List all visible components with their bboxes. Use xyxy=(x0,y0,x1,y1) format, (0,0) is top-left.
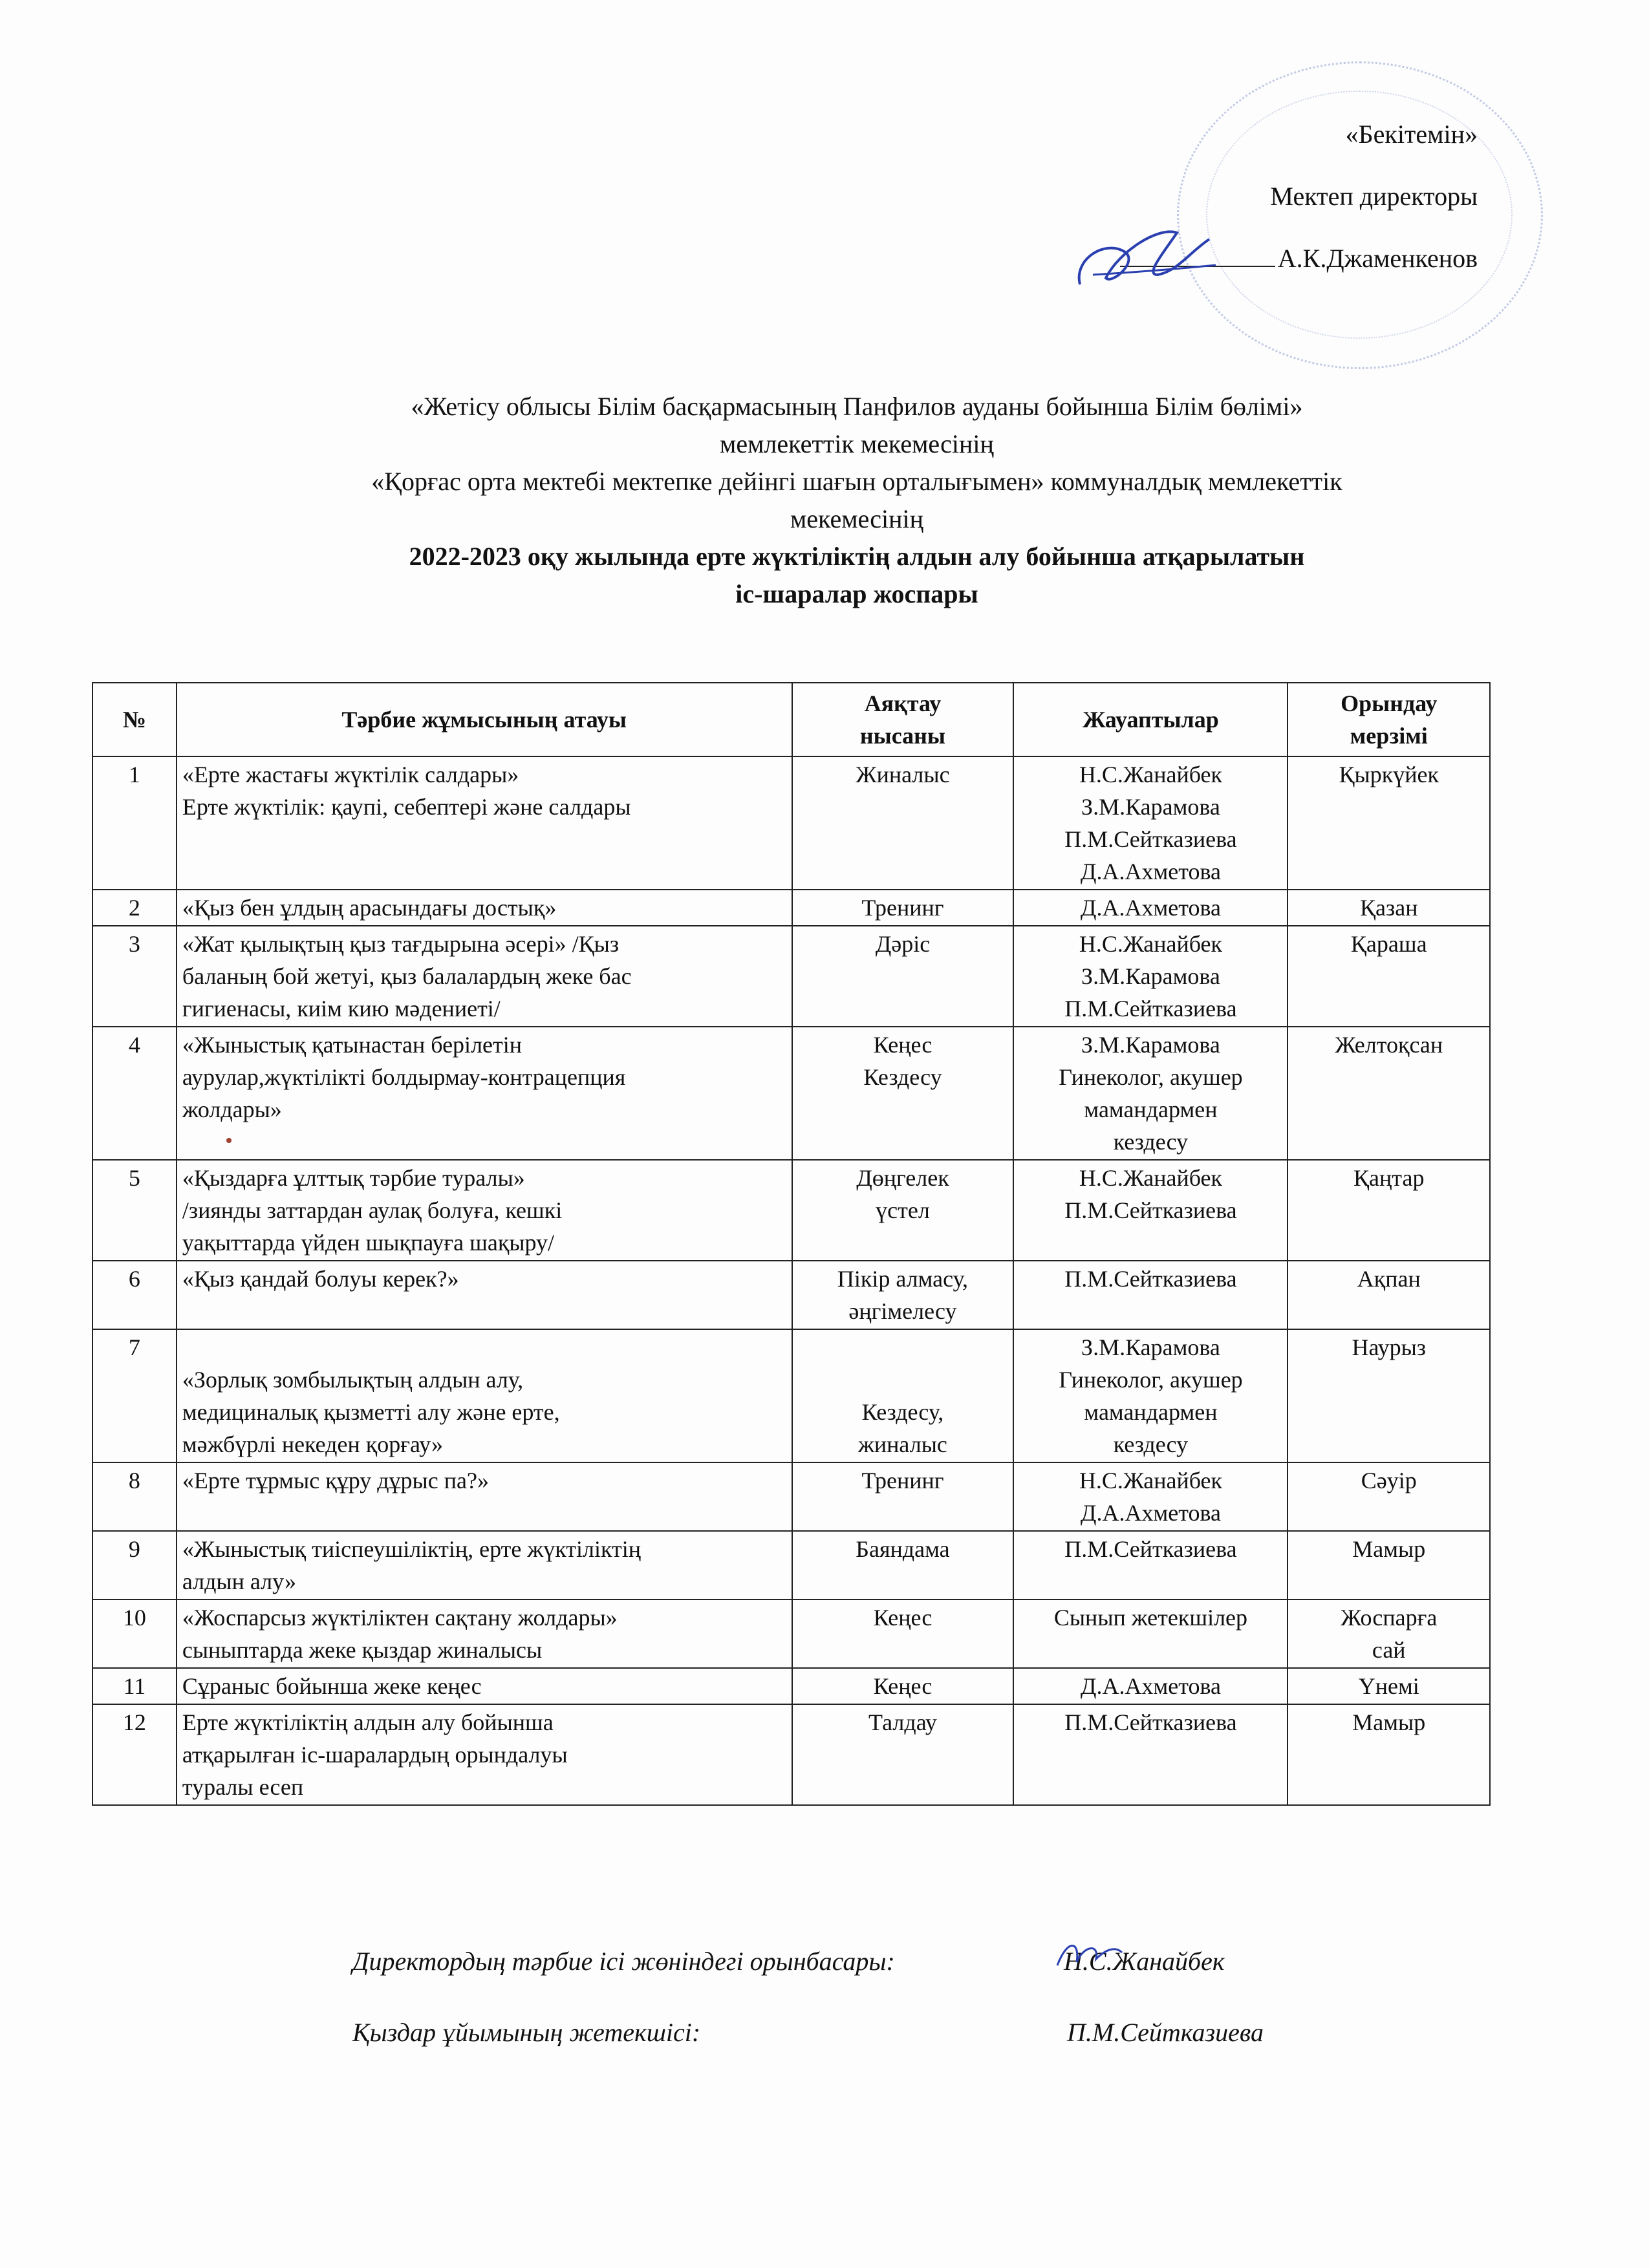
cell-title xyxy=(177,1668,792,1704)
cell-title xyxy=(177,1462,792,1531)
cell-num: 4 xyxy=(92,1027,177,1160)
cell-form-line xyxy=(798,1364,1008,1396)
cell-form-line: Кеңес xyxy=(873,1032,932,1058)
cell-title xyxy=(177,1329,792,1462)
cell-title-line: медициналық қызметті алу және ерте, xyxy=(182,1399,560,1425)
cell-title-line: уақыттарда үйден шықпауға шақыру/ xyxy=(182,1230,555,1256)
cell-resp-line: П.М.Сейтказиева xyxy=(1064,1266,1237,1292)
cell-form xyxy=(792,1027,1014,1160)
cell-resp-line: Д.А.Ахметова xyxy=(1080,895,1221,921)
director-signature xyxy=(1067,213,1222,304)
cell-form-line: Дәріс xyxy=(875,931,931,957)
cell-title-line: алдын алу» xyxy=(182,1568,297,1594)
cell-num: 2 xyxy=(92,890,177,926)
cell-num: 3 xyxy=(92,926,177,1027)
header-line-3: «Қорғас орта мектебі мектепке дейінгі шағын орталығымен» коммуналдық мемлекеттік xyxy=(371,467,1342,496)
cell-form xyxy=(792,756,1014,890)
girls-org-name: П.М.Сейтказиева xyxy=(1067,2018,1264,2047)
cell-title-line: «Жат қылықтың қыз тағдырына әсері» /Қыз xyxy=(182,931,620,957)
cell-term-line: Наурыз xyxy=(1352,1334,1427,1360)
cell-resp-line: Н.С.Жанайбек xyxy=(1079,762,1223,787)
cell-resp-line: Д.А.Ахметова xyxy=(1080,1500,1221,1526)
deputy-signature xyxy=(1054,1933,1125,1978)
col-num-header: № xyxy=(92,683,177,756)
girls-org-label: Қыздар ұйымының жетекшісі: xyxy=(352,2018,701,2047)
cell-resp-line: Д.А.Ахметова xyxy=(1080,1673,1221,1699)
cell-resp-line: З.М.Карамова xyxy=(1081,794,1220,820)
cell-title-line: «Қыз қандай болуы керек?» xyxy=(182,1266,459,1292)
header-line-1: «Жетісу облысы Білім басқармасының Панфилов ауданы бойынша Білім бөлімі» xyxy=(411,392,1303,421)
cell-title-line: аурулар,жүктілікті болдырмау-контрацепция xyxy=(182,1064,626,1090)
cell-form-line: Кездесу, xyxy=(861,1399,944,1425)
cell-form xyxy=(792,1462,1014,1531)
table-row xyxy=(92,1329,1490,1462)
cell-title xyxy=(177,1027,792,1160)
col-title-header: Тәрбие жұмысының атауы xyxy=(177,683,792,756)
col-term-header: Орындау мерзімі xyxy=(1288,683,1490,756)
cell-resp xyxy=(1013,926,1288,1027)
cell-term xyxy=(1288,1462,1490,1531)
document-header xyxy=(91,388,1623,613)
table-row xyxy=(92,1027,1490,1160)
table-row xyxy=(92,1704,1490,1805)
header-line-2: мемлекеттік мекемесінің xyxy=(720,429,994,458)
cell-form-line: Талдау xyxy=(868,1709,937,1735)
cell-form xyxy=(792,890,1014,926)
cell-form-line: Тренинг xyxy=(861,1468,944,1493)
cell-num: 8 xyxy=(92,1462,177,1531)
table-row xyxy=(92,1531,1490,1599)
cell-resp xyxy=(1013,1160,1288,1261)
cell-resp xyxy=(1013,1329,1288,1462)
cell-resp xyxy=(1013,890,1288,926)
col-form-header: Аяқтау нысаны xyxy=(792,683,1014,756)
cell-num: 9 xyxy=(92,1531,177,1599)
table-row xyxy=(92,1462,1490,1531)
cell-resp-line: П.М.Сейтказиева xyxy=(1064,1709,1237,1735)
cell-resp-line: З.М.Карамова xyxy=(1081,1032,1220,1058)
cell-title-line: «Жыныстық тиіспеушіліктің, ерте жүктіліктің xyxy=(182,1536,641,1562)
table-row xyxy=(92,890,1490,926)
cell-resp xyxy=(1013,756,1288,890)
cell-title-line: сыныптарда жеке қыздар жиналысы xyxy=(182,1637,543,1663)
cell-title xyxy=(177,1531,792,1599)
cell-term xyxy=(1288,926,1490,1027)
cell-form-line: Баяндама xyxy=(856,1536,950,1562)
cell-form-line: Кеңес xyxy=(873,1605,932,1631)
cell-term-line: Қаңтар xyxy=(1353,1165,1425,1191)
cell-resp-line: З.М.Карамова xyxy=(1081,963,1220,989)
cell-title-line: «Зорлық зомбылықтың алдын алу, xyxy=(182,1367,524,1393)
table-row xyxy=(92,1599,1490,1668)
cell-resp-line: З.М.Карамова xyxy=(1081,1334,1220,1360)
cell-term xyxy=(1288,1027,1490,1160)
cell-title-line: туралы есеп xyxy=(182,1774,304,1800)
cell-title-line: /зиянды заттардан аулақ болуға, кешкі xyxy=(182,1197,563,1223)
cell-num: 7 xyxy=(92,1329,177,1462)
cell-term xyxy=(1288,756,1490,890)
cell-resp-line: Сынып жетекшілер xyxy=(1053,1605,1248,1631)
cell-term xyxy=(1288,1329,1490,1462)
table-row xyxy=(92,756,1490,890)
cell-term-line: Ақпан xyxy=(1357,1266,1421,1292)
cell-resp-line: Д.А.Ахметова xyxy=(1080,859,1221,884)
cell-title-line: «Жоспарсыз жүктіліктен сақтану жолдары» xyxy=(182,1605,618,1631)
cell-title-line: мәжбүрлі некеден қорғау» xyxy=(182,1431,444,1457)
director-name: А.К.Джаменкенов xyxy=(1277,244,1478,273)
cell-term xyxy=(1288,1668,1490,1704)
cell-term-line: Жоспарға xyxy=(1341,1605,1438,1631)
col-resp-header: Жауаптылар xyxy=(1013,683,1288,756)
cell-form-line: Дөңгелек xyxy=(856,1165,949,1191)
cell-form-line: үстел xyxy=(876,1197,930,1223)
cell-title-line: «Жыныстық қатынастан берілетін xyxy=(182,1032,523,1058)
cell-title xyxy=(177,926,792,1027)
girls-org-signature-line xyxy=(352,2017,1264,2048)
deputy-signature-line xyxy=(352,1946,1225,1976)
cell-resp xyxy=(1013,1531,1288,1599)
approval-label: «Бекітемін» xyxy=(1345,120,1478,149)
cell-title xyxy=(177,756,792,890)
cell-title xyxy=(177,1704,792,1805)
cell-title-line: атқарылған іс-шаралардың орындалуы xyxy=(182,1742,568,1768)
cell-resp-line: Гинеколог, акушер xyxy=(1059,1367,1243,1393)
cell-term-line: сай xyxy=(1372,1637,1406,1663)
cell-resp xyxy=(1013,1704,1288,1805)
cell-form-line: Тренинг xyxy=(861,895,944,921)
cell-term-line: Үнемі xyxy=(1358,1673,1419,1699)
cell-term-line: Қараша xyxy=(1350,931,1427,957)
cell-title-line: «Қыз бен ұлдың арасындағы достық» xyxy=(182,895,557,921)
cell-form-line: әңгімелесу xyxy=(848,1298,957,1324)
cell-resp-line: Н.С.Жанайбек xyxy=(1079,1165,1223,1191)
cell-num: 10 xyxy=(92,1599,177,1668)
cell-title-line: «Ерте жастағы жүктілік салдары» xyxy=(182,762,519,787)
cell-title xyxy=(177,1599,792,1668)
cell-form xyxy=(792,926,1014,1027)
cell-title xyxy=(177,1261,792,1329)
cell-form-line: Кездесу xyxy=(863,1064,942,1090)
table-header-row xyxy=(92,683,1490,756)
cell-resp xyxy=(1013,1599,1288,1668)
cell-resp-line: Н.С.Жанайбек xyxy=(1079,931,1223,957)
cell-form xyxy=(792,1704,1014,1805)
cell-resp-line: мамандармен xyxy=(1084,1399,1218,1425)
deputy-name: Н.С.Жанайбек xyxy=(1064,1947,1225,1976)
ink-mark xyxy=(226,1138,232,1143)
cell-num: 1 xyxy=(92,756,177,890)
cell-form-line xyxy=(798,1331,1008,1364)
cell-term xyxy=(1288,1261,1490,1329)
activities-table xyxy=(92,682,1491,1806)
cell-term-line: Желтоқсан xyxy=(1335,1032,1443,1058)
cell-resp-line: Н.С.Жанайбек xyxy=(1079,1468,1223,1493)
cell-title-line: Ерте жүктілік: қаупі, себептері және салдары xyxy=(182,794,631,820)
table-row xyxy=(92,926,1490,1027)
cell-resp xyxy=(1013,1668,1288,1704)
cell-title xyxy=(177,890,792,926)
cell-title-line: Сұраныс бойынша жеке кеңес xyxy=(182,1673,482,1699)
cell-term xyxy=(1288,890,1490,926)
cell-form-line: жиналыс xyxy=(858,1431,947,1457)
cell-term-line: Қыркүйек xyxy=(1339,762,1439,787)
cell-term-line: Сәуір xyxy=(1361,1468,1417,1493)
cell-resp xyxy=(1013,1261,1288,1329)
cell-resp-line: мамандармен xyxy=(1084,1097,1218,1122)
cell-form xyxy=(792,1599,1014,1668)
cell-resp-line: П.М.Сейтказиева xyxy=(1064,1197,1237,1223)
cell-resp-line: П.М.Сейтказиева xyxy=(1064,996,1237,1022)
cell-num: 11 xyxy=(92,1668,177,1704)
cell-title-line: жолдары» xyxy=(182,1097,282,1122)
cell-num: 12 xyxy=(92,1704,177,1805)
cell-form-line: Жиналыс xyxy=(856,762,950,787)
cell-title-line: «Ерте тұрмыс құру дұрыс па?» xyxy=(182,1468,489,1493)
director-position: Мектеп директоры xyxy=(1270,182,1478,211)
cell-title-line: Ерте жүктіліктің алдын алу бойынша xyxy=(182,1709,554,1735)
cell-num: 6 xyxy=(92,1261,177,1329)
cell-num: 5 xyxy=(92,1160,177,1261)
table-row xyxy=(92,1160,1490,1261)
cell-resp-line: Гинеколог, акушер xyxy=(1059,1064,1243,1090)
plan-title-1: 2022-2023 оқу жылында ерте жүктіліктің алдын алу бойынша атқарылатын xyxy=(409,542,1305,571)
cell-title xyxy=(177,1160,792,1261)
cell-term xyxy=(1288,1599,1490,1668)
cell-form-line: Кеңес xyxy=(873,1673,932,1699)
cell-term xyxy=(1288,1531,1490,1599)
cell-term-line: Қазан xyxy=(1360,895,1418,921)
cell-form xyxy=(792,1668,1014,1704)
deputy-label: Директордың тәрбие ісі жөніндегі орынбасары: xyxy=(352,1947,895,1976)
cell-title-line: «Қыздарға ұлттық тәрбие туралы» xyxy=(182,1165,525,1191)
cell-resp xyxy=(1013,1462,1288,1531)
cell-term-line: Мамыр xyxy=(1352,1709,1426,1735)
cell-form xyxy=(792,1160,1014,1261)
cell-resp-line: П.М.Сейтказиева xyxy=(1064,826,1237,852)
cell-term xyxy=(1288,1704,1490,1805)
cell-resp xyxy=(1013,1027,1288,1160)
cell-resp-line: П.М.Сейтказиева xyxy=(1064,1536,1237,1562)
cell-resp-line: кездесу xyxy=(1113,1129,1189,1155)
cell-title-line: баланың бой жетуі, қыз балалардың жеке бас xyxy=(182,963,632,989)
cell-form xyxy=(792,1261,1014,1329)
cell-form xyxy=(792,1329,1014,1462)
table-row xyxy=(92,1261,1490,1329)
cell-term-line: Мамыр xyxy=(1352,1536,1426,1562)
table-row xyxy=(92,1668,1490,1704)
cell-resp-line: кездесу xyxy=(1113,1431,1189,1457)
cell-title-line xyxy=(182,1331,786,1364)
cell-form xyxy=(792,1531,1014,1599)
cell-form-line: Пікір алмасу, xyxy=(837,1266,969,1292)
cell-title-line: гигиенасы, киім кию мәдениеті/ xyxy=(182,996,501,1022)
cell-term xyxy=(1288,1160,1490,1261)
header-line-4: мекемесінің xyxy=(790,504,924,533)
plan-title-2: іс-шаралар жоспары xyxy=(735,579,978,608)
